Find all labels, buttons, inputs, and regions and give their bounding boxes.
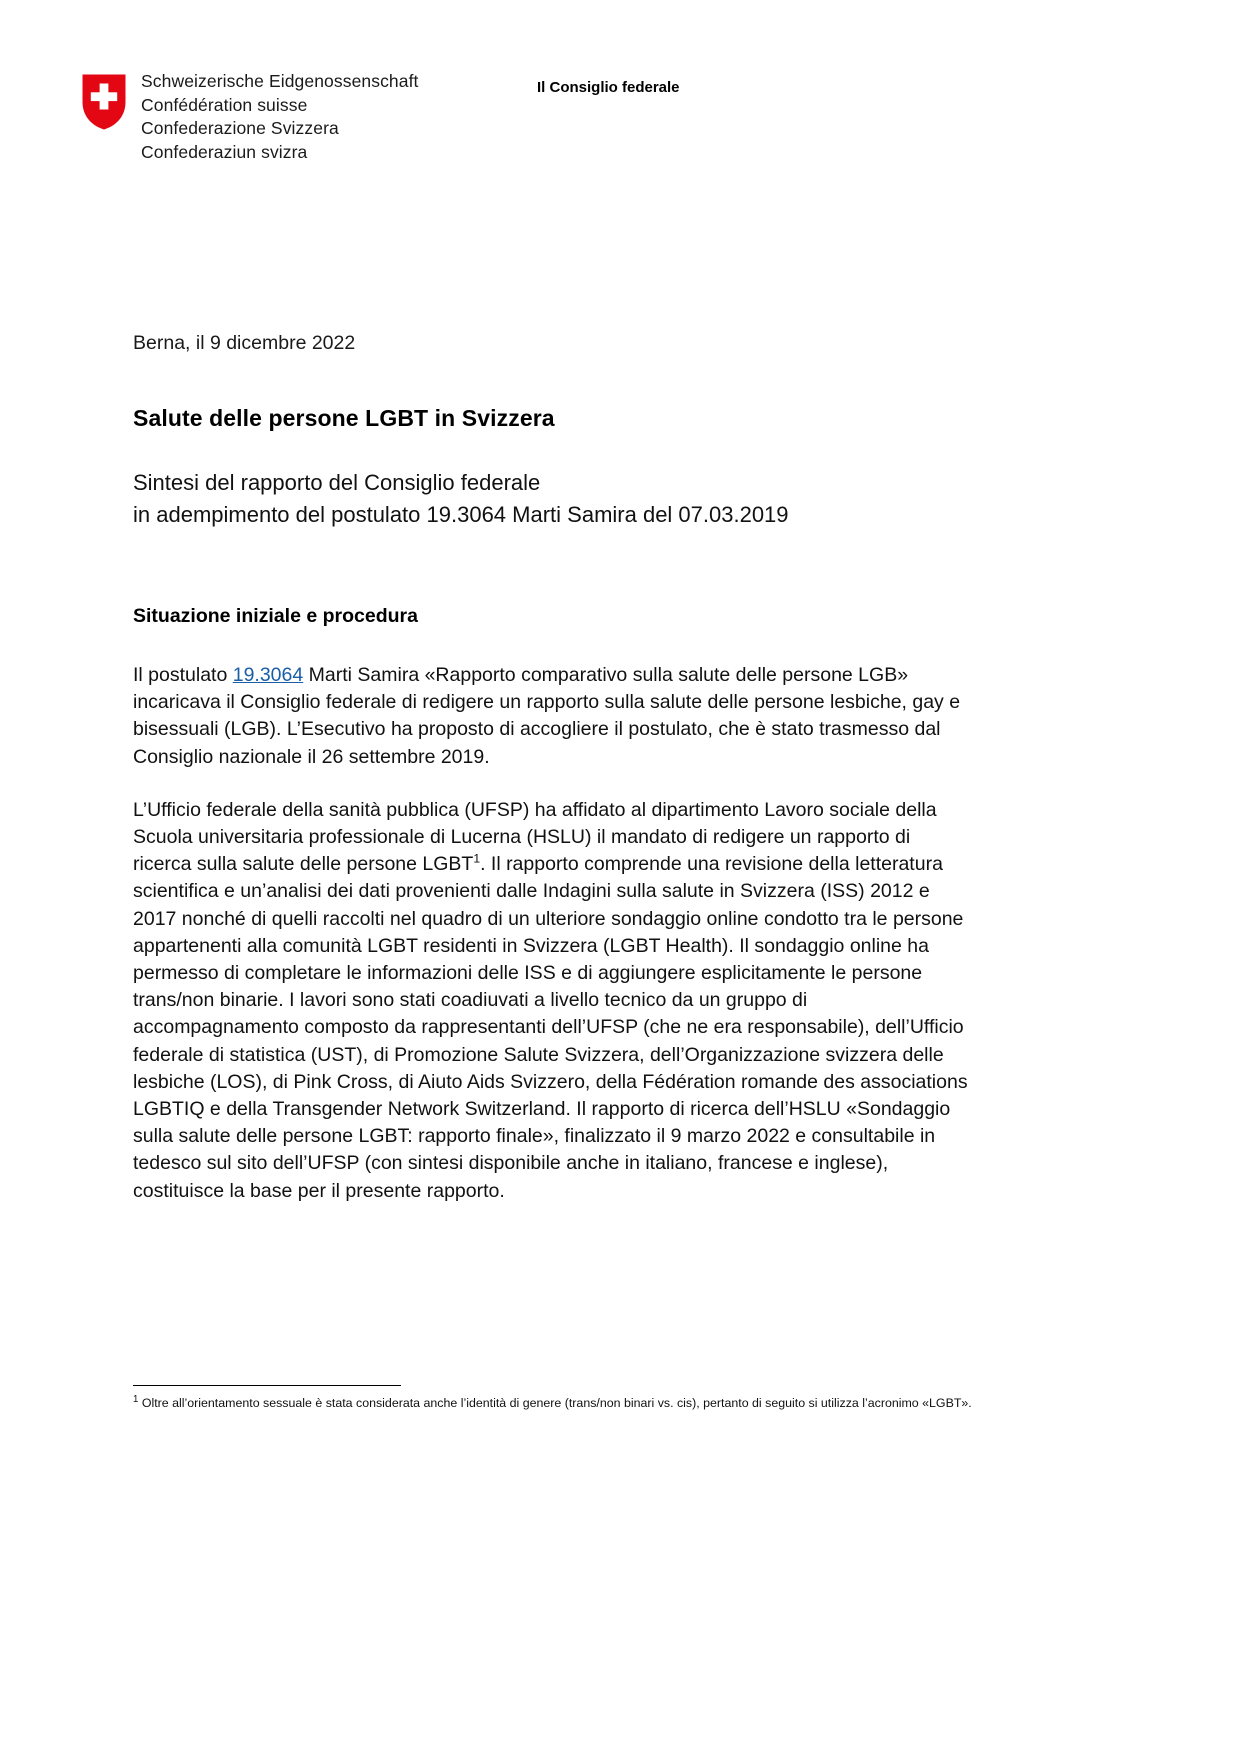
confederation-name-rm: Confederaziun svizra	[141, 141, 308, 162]
paragraph-ufsp-prefix: L’Ufficio federale della sanità pubblica (UFSP) ha affidato al dipartimento Lavoro sociale della Scuola universitaria professionale di Lucerna (HSLU) il mandato di redigere un rapporto di ricerca sulla salute delle persone LGBT	[133, 798, 937, 876]
document-subtitle-line-2: in adempimento del postulato 19.3064 Marti Samira del 07.03.2019	[133, 502, 789, 527]
footnote-reference-1[interactable]: 1	[473, 851, 481, 866]
page-title: Salute delle persone LGBT in Svizzera	[133, 405, 555, 431]
document-body	[133, 330, 968, 1205]
swiss-coat-of-arms-icon	[82, 74, 126, 130]
paragraph-postulato-prefix: Il postulato	[133, 664, 233, 686]
confederation-name-it: Confederazione Svizzera	[141, 118, 339, 138]
document-subtitle	[133, 467, 968, 531]
confederation-names	[141, 70, 419, 164]
footnote-1-marker: 1	[133, 1393, 139, 1405]
paragraph-postulato-suffix: Marti Samira «Rapporto comparativo sulla salute delle persone LGB» incaricava il Consiglio federale di redigere un rapporto sulla salute delle persone lesbiche, gay e bisessuali (LGB). L’Esecutivo ha proposto di accogliere il postulato, che è stato trasmesso dal Consiglio nazionale il 26 settembre 2019.	[133, 664, 961, 768]
footnote-1-text: Oltre all’orientamento sessuale è stata considerata anche l’identità di genere (trans/non binari vs. cis), pertanto di seguito si utilizza l’acronimo «LGBT».	[138, 1396, 972, 1410]
footnote-separator	[133, 1385, 401, 1386]
paragraph-postulato	[133, 662, 968, 771]
section-heading-situazione-iniziale: Situazione iniziale e procedura	[133, 605, 418, 627]
paragraph-ufsp-suffix: . Il rapporto comprende una revisione della letteratura scientifica e un’analisi dei dati provenienti dalle Indagini sulla salute in Svizzera (ISS) 2012 e 2017 nonché di quelli raccolti nel quadro di un ulteriore sondaggio online condotto tra le persone appartenenti alla comunità LGBT residenti in Svizzera (LGBT Health). Il sondaggio online ha permesso di completare le informazioni delle ISS e di aggiungere esplicitamente le persone trans/non binarie. I lavori sono stati coadiuvati a livello tecnico da un gruppo di accompagnamento composto da rappresentanti dell’UFSP (che ne era responsabile), dell’Ufficio federale di statistica (UST), di Promozione Salute Svizzera, dell’Organizzazione svizzera delle lesbiche (LOS), di Pink Cross, di Aiuto Aids Svizzero, della Fédération romande des associations LGBTIQ e della Transgender Network Switzerland. Il rapporto di ricerca dell’HSLU «Sondaggio sulla salute delle persone LGBT: rapporto finale», finalizzato il 9 marzo 2022 e consultabile in tedesco sul sito dell’UFSP (con sintesi disponibile anche in italiano, francese e inglese), costituisce la base per il presente rapporto.	[133, 853, 968, 1202]
confederation-name-fr: Confédération suisse	[141, 94, 308, 115]
paragraph-ufsp-mandato	[133, 797, 968, 1205]
federal-council-label: Il Consiglio federale	[537, 79, 680, 96]
footnote-1	[133, 1395, 1133, 1412]
postulato-link[interactable]: 19.3064	[232, 664, 304, 686]
swiss-confederation-logo	[82, 70, 512, 164]
letterhead	[82, 70, 1142, 164]
place-and-date: Berna, il 9 dicembre 2022	[133, 332, 356, 354]
confederation-name-de: Schweizerische Eidgenossenschaft	[141, 71, 419, 91]
footnote-area	[133, 1385, 1133, 1412]
document-subtitle-line-1: Sintesi del rapporto del Consiglio federale	[133, 470, 541, 495]
